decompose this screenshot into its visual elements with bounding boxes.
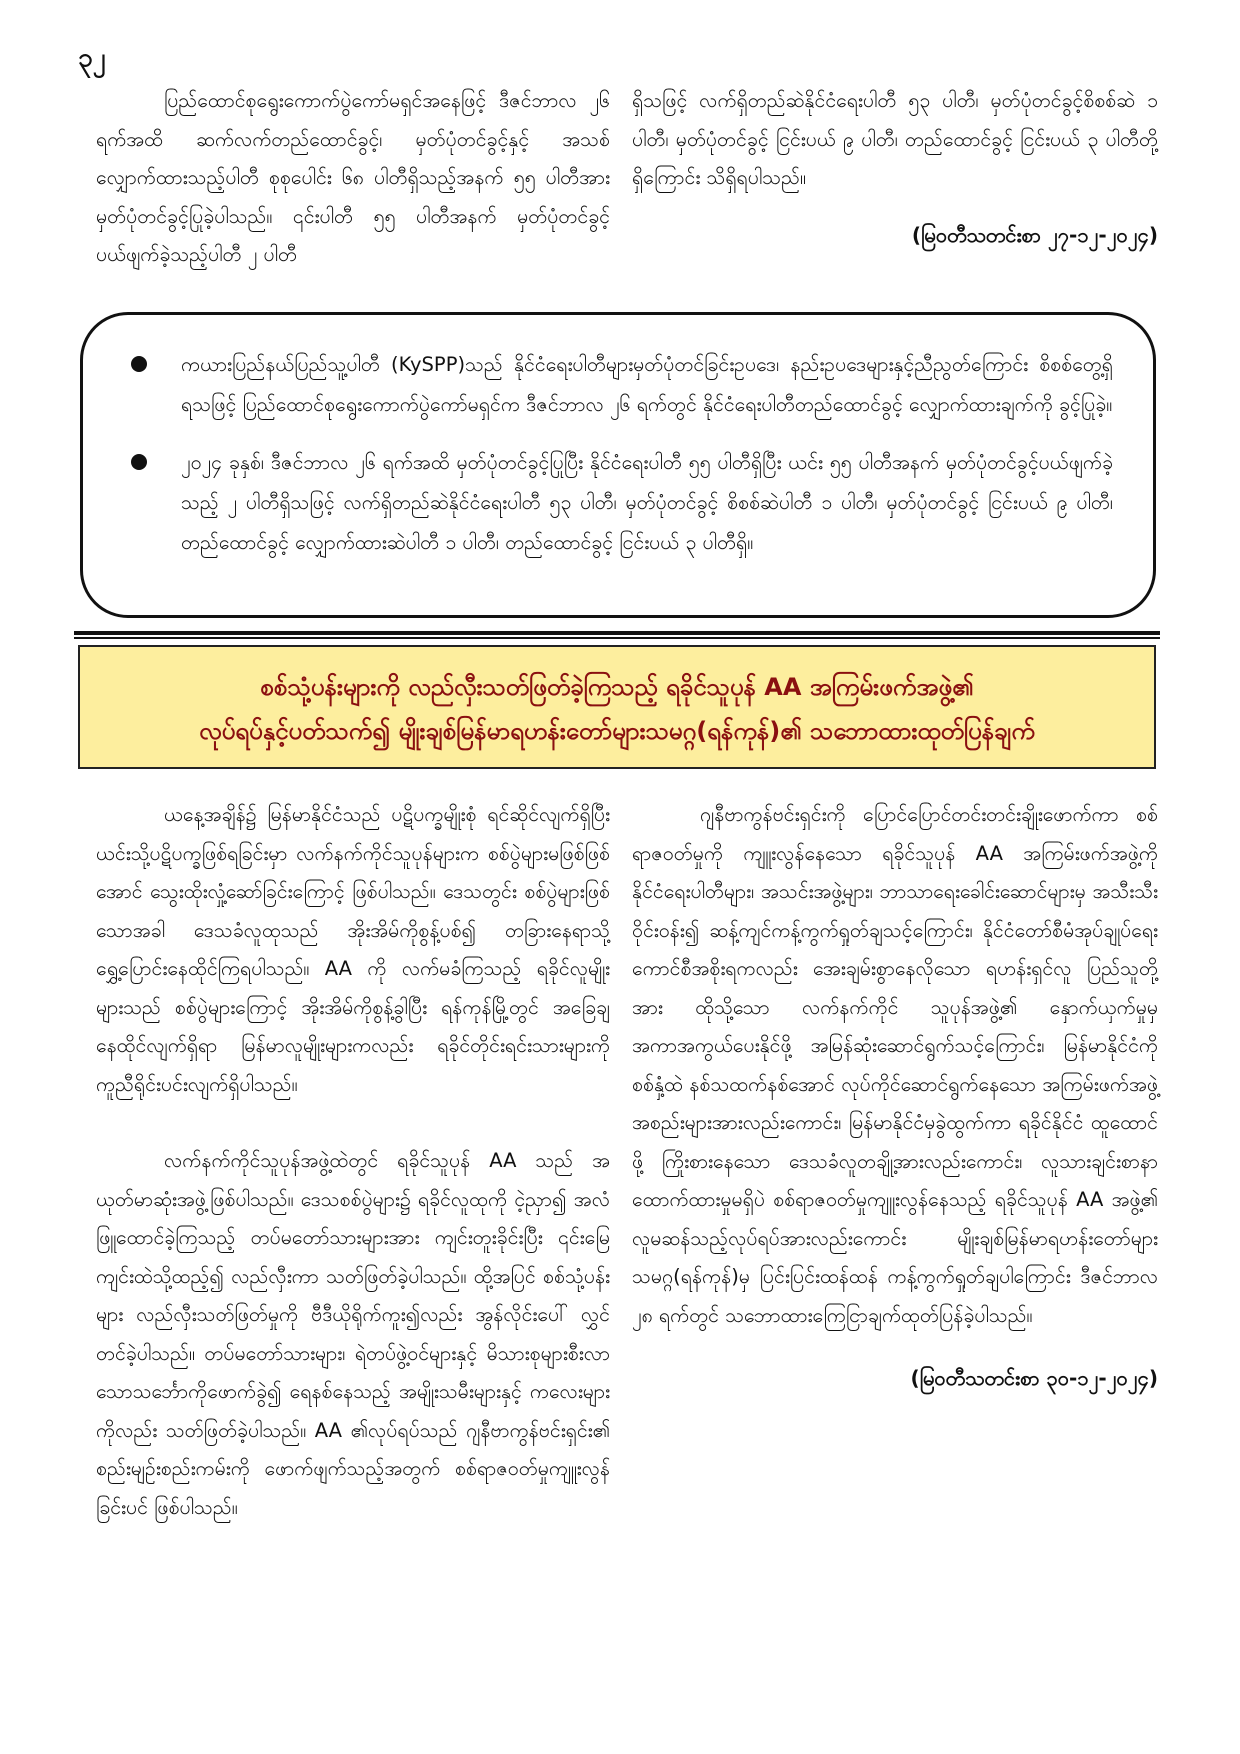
bullet-dot-icon xyxy=(131,454,147,470)
summary-bullet-item xyxy=(131,443,1113,563)
summary-bullet-list xyxy=(131,345,1113,563)
summary-box xyxy=(80,312,1156,618)
summary-bullet-text: ၂၀၂၄ ခုနှစ်၊ ဒီဇင်ဘာလ ၂၆ ရက်အထိ မှတ်ပုံတင်ခွင့်ပြုပြီး နိုင်ငံရေးပါတီ ၅၅ ပါတီရှိပြီး ယင်း ၅၅ ပါတီအနက် မှတ်ပုံတင်ခွင့်ပယ်ဖျက်ခဲ့သည့် ၂ ပါတီရှိသဖြင့် လက်ရှိတည်ဆဲနိုင်ငံရေးပါတီ ၅၃ ပါတီ၊ မှတ်ပုံတင်ခွင့် စိစစ်ဆဲပါတီ ၁ ပါတီ၊ မှတ်ပုံတင်ခွင့် ငြင်းပယ် ၉ ပါတီ၊ တည်ထောင်ခွင့် လျှောက်ထားဆဲပါတီ ၁ ပါတီ၊ တည်ထောင်ခွင့် ငြင်းပယ် ၃ ပါတီရှိ။ xyxy=(181,451,1113,554)
page-number: ၃၂ xyxy=(78,43,106,73)
article-paragraph-2: လက်နက်ကိုင်သူပုန်အဖွဲ့ထဲတွင် ရခိုင်သူပုန် AA သည် အယုတ်မာဆုံးအဖွဲ့ဖြစ်ပါသည်။ ဒေသစစ်ပွဲများ၌ ရခိုင်လူထုကို ငဲ့ညှာ၍ အလံဖြူထောင်ခဲ့ကြသည့် တပ်မတော်သားများအား ကျင်းတူးခိုင်းပြီး ၎င်းမြေကျင်းထဲသို့ထည့်၍ လည်လှီးကာ သတ်ဖြတ်ခဲ့ပါသည်။ ထို့အပြင် စစ်သုံ့ပန်းများ လည်လှီးသတ်ဖြတ်မှုကို ဗီဒီယိုရိုက်ကူး၍လည်း အွန်လိုင်းပေါ် လွှင်တင်ခဲ့ပါသည်။ တပ်မတော်သားများ၊ ရဲတပ်ဖွဲ့ဝင်များနှင့် မိသားစုများစီးလာသောသင်္ဘောကိုဖောက်ခွဲ၍ ရေနစ်နေသည့် အမျိုးသမီးများနှင့် ကလေးများကိုလည်း သတ်ဖြတ်ခဲ့ပါသည်။ AA ၏လုပ်ရပ်သည် ဂျနီဗာကွန်ဗင်းရှင်း၏ စည်းမျဉ်းစည်းကမ်းကို ဖောက်ဖျက်သည့်အတွက် စစ်ရာဇဝတ်မှုကျူးလွန်ခြင်းပင် ဖြစ်ပါသည်။ xyxy=(96,1149,610,1519)
bottom-right-column xyxy=(632,796,1158,1398)
top-left-paragraph: ပြည်ထောင်စုရွေးကောက်ပွဲကော်မရှင်အနေဖြင့် ဒီဇင်ဘာလ ၂၆ ရက်အထိ ဆက်လက်တည်ထောင်ခွင့်၊ မှတ်ပုံတင်ခွင့်နှင့် အသစ်လျှောက်ထားသည့်ပါတီ စုစုပေါင်း ၆၈ ပါတီရှိသည့်အနက် ၅၅ ပါတီအား မှတ်ပုံတင်ခွင့်ပြုခဲ့ပါသည်။ ၎င်းပါတီ ၅၅ ပါတီအနက် မှတ်ပုံတင်ခွင့်ပယ်ဖျက်ခဲ့သည့်ပါတီ ၂ ပါတီ xyxy=(96,89,610,266)
headline-line-2: လုပ်ရပ်နှင့်ပတ်သက်၍ မျိုးချစ်မြန်မာရဟန်းတော်များသမဂ္ဂ(ရန်ကုန်)၏ သဘောထားထုတ်ပြန်ချက် xyxy=(199,717,1035,745)
top-left-column xyxy=(96,82,610,275)
bullet-dot-icon xyxy=(131,356,147,372)
summary-bullet-item xyxy=(131,345,1113,425)
source-citation-top: (မြဝတီသတင်းစာ ၂၇-၁၂-၂၀၂၄) xyxy=(911,222,1158,247)
source-citation-bottom: (မြဝတီသတင်းစာ ၃၀-၁၂-၂၀၂၄) xyxy=(910,1366,1158,1390)
top-right-column xyxy=(632,82,1158,254)
headline-line-1: စစ်သုံ့ပန်းများကို လည်လှီးသတ်ဖြတ်ခဲ့ကြသည့် ရခိုင်သူပုန် AA အကြမ်းဖက်အဖွဲ့၏ xyxy=(260,673,974,701)
summary-bullet-text: ကယားပြည်နယ်ပြည်သူ့ပါတီ (KySPP)သည် နိုင်ငံရေးပါတီများမှတ်ပုံတင်ခြင်းဥပဒေ၊ နည်းဥပဒေများနှင့်ညီညွတ်ကြောင်း စိစစ်တွေ့ရှိရသဖြင့် ပြည်ထောင်စုရွေးကောက်ပွဲကော်မရှင်က ဒီဇင်ဘာလ ၂၆ ရက်တွင် နိုင်ငံရေးပါတီတည်ထောင်ခွင့် လျှောက်ထားချက်ကို ခွင့်ပြုခဲ့။ xyxy=(181,353,1113,416)
divider-thick xyxy=(74,631,1160,635)
top-right-paragraph: ရှိသဖြင့် လက်ရှိတည်ဆဲနိုင်ငံရေးပါတီ ၅၃ ပါတီ၊ မှတ်ပုံတင်ခွင့်စိစစ်ဆဲ ၁ ပါတီ၊ မှတ်ပုံတင်ခွင့် ငြင်းပယ် ၉ ပါတီ၊ တည်ထောင်ခွင့် ငြင်းပယ် ၃ ပါတီတို့ရှိကြောင်း သိရှိရပါသည်။ xyxy=(632,89,1158,189)
headline-box xyxy=(78,645,1156,769)
article-paragraph-3: ဂျနီဗာကွန်ဗင်းရှင်းကို ပြောင်ပြောင်တင်းတင်းချိုးဖောက်ကာ စစ်ရာဇဝတ်မှုကို ကျူးလွန်နေသော ရခိုင်သူပုန် AA အကြမ်းဖက်အဖွဲ့ကို နိုင်ငံရေးပါတီများ၊ အသင်းအဖွဲ့များ၊ ဘာသာရေးခေါင်းဆောင်များမှ အသီးသီးဝိုင်းဝန်း၍ ဆန့်ကျင်ကန့်ကွက်ရှုတ်ချသင့်ကြောင်း၊ နိုင်ငံတော်စီမံအုပ်ချုပ်ရေးကောင်စီအစိုးရကလည်း အေးချမ်းစွာနေလိုသော ရဟန်းရှင်လူ ပြည်သူတို့အား ထိုသို့သော လက်နက်ကိုင် သူပုန်အဖွဲ့၏ နှောက်ယှက်မှုမှ အကာအကွယ်ပေးနိုင်ဖို့ အမြန်ဆုံးဆောင်ရွက်သင့်ကြောင်း၊ မြန်မာနိုင်ငံကို စစ်နှံ့ထဲ နစ်သထက်နစ်အောင် လုပ်ကိုင်ဆောင်ရွက်နေသော အကြမ်းဖက်အဖွဲ့အစည်းများအားလည်းကောင်း၊ မြန်မာနိုင်ငံမှခွဲထွက်ကာ ရခိုင်နိုင်ငံ ထူထောင်ဖို့ ကြိုးစားနေသော ဒေသခံလူတချို့အားလည်းကောင်း၊ လူသားချင်းစာနာထောက်ထားမှုမရှိပဲ စစ်ရာဇဝတ်မှုကျူးလွန်နေသည့် ရခိုင်သူပုန် AA အဖွဲ့၏ လူမဆန်သည့်လုပ်ရပ်အားလည်းကောင်း မျိုးချစ်မြန်မာရဟန်းတော်များ သမဂ္ဂ(ရန်ကုန်)မှ ပြင်းပြင်းထန်ထန် ကန့်ကွက်ရှုတ်ချပါကြောင်း ဒီဇင်ဘာလ ၂၈ ရက်တွင် သဘောထားကြေငြာချက်ထုတ်ပြန်ခဲ့ပါသည်။ xyxy=(632,803,1158,1327)
bottom-left-column xyxy=(96,796,610,1527)
article-paragraph-1: ယနေ့အချိန်၌ မြန်မာနိုင်ငံသည် ပဋိပက္ခမျိုးစုံ ရင်ဆိုင်လျက်ရှိပြီး ယင်းသို့ပဋိပက္ခဖြစ်ရခြင်းမှာ လက်နက်ကိုင်သူပုန်များက စစ်ပွဲများမဖြစ်ဖြစ်အောင် သွေးထိုးလှုံ့ဆော်ခြင်းကြောင့် ဖြစ်ပါသည်။ ဒေသတွင်း စစ်ပွဲများဖြစ်သောအခါ ဒေသခံလူထုသည် အိုးအိမ်ကိုစွန့်ပစ်၍ တခြားနေရာသို့ ရွှေ့ပြောင်းနေထိုင်ကြရပါသည်။ AA ကို လက်မခံကြသည့် ရခိုင်လူမျိုးများသည် စစ်ပွဲများကြောင့် အိုးအိမ်ကိုစွန့်ခွါပြီး ရန်ကုန်မြို့တွင် အခြေချနေထိုင်လျက်ရှိရာ မြန်မာလူမျိုးများကလည်း ရခိုင်တိုင်းရင်းသားများကို ကူညီရိုင်းပင်းလျက်ရှိပါသည်။ xyxy=(96,803,610,1096)
divider-thin xyxy=(74,637,1160,639)
